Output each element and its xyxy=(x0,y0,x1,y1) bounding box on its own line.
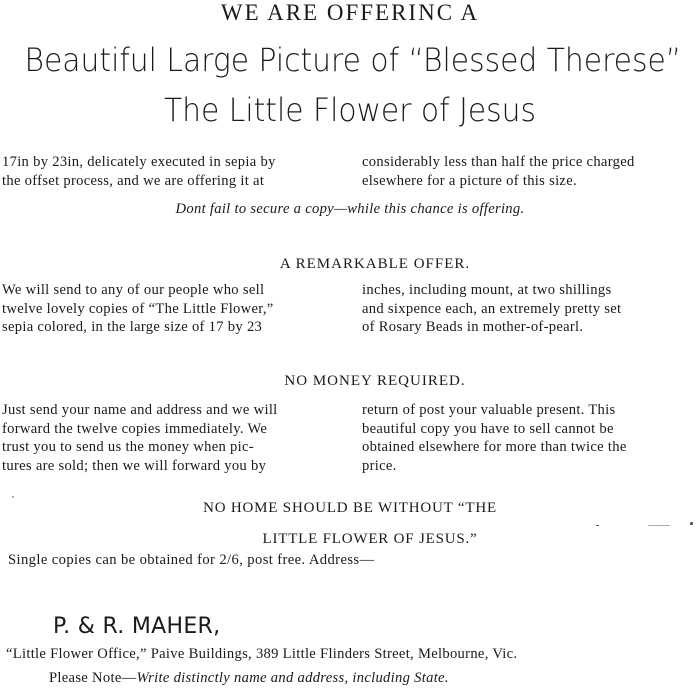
text-line: sepia colored, in the large size of 17 by 23 xyxy=(2,319,263,335)
company-name: P. & R. MAHER, xyxy=(53,614,221,639)
headline-little-flower: The Little Flower of Jesus xyxy=(163,91,537,129)
offer-paragraph-left xyxy=(2,281,274,337)
please-note-line xyxy=(49,669,449,687)
company-address: “Little Flower Office,” Paive Buildings, 389 Little Flinders Street, Melbourne, Vic. xyxy=(6,646,518,662)
offer-intro-line: WE ARE OFFERINC A xyxy=(220,0,480,25)
text-line: price. xyxy=(362,457,397,474)
text-line: elsewhere for a picture of this size. xyxy=(362,172,577,189)
text-line: the offset process, and we are offering it at xyxy=(2,172,265,189)
print-speck xyxy=(12,496,14,498)
text-line: Just send your name and address and we will xyxy=(2,402,278,418)
text-line: forward the twelve copies immediately. We xyxy=(2,420,268,437)
text-line: 17in by 23in, delicately executed in sepia by xyxy=(2,154,276,170)
text-line: tures are sold; then we will forward you by xyxy=(2,457,267,474)
print-speck xyxy=(690,522,693,525)
please-note-label: Please Note— xyxy=(49,670,137,686)
italic-urge-note: Dont fail to secure a copy—while this chance is offering. xyxy=(175,201,525,217)
print-speck xyxy=(596,525,599,526)
please-note-text: Write distinctly name and address, including State. xyxy=(136,670,449,686)
intro-paragraph-left xyxy=(2,153,276,190)
section-heading-offer: A REMARKABLE OFFER. xyxy=(279,256,471,272)
section-heading-no-home-line2: LITTLE FLOWER OF JESUS.” xyxy=(262,531,478,547)
text-line: obtained elsewhere for more than twice the xyxy=(362,439,627,455)
single-copies-line: Single copies can be obtained for 2/6, post free. Address— xyxy=(8,552,375,568)
offer-paragraph-right xyxy=(362,281,621,337)
text-line: twelve lovely copies of “The Little Flower,” xyxy=(2,300,274,317)
section-heading-no-money: NO MONEY REQUIRED. xyxy=(284,373,466,389)
headline-picture-title: Beautiful Large Picture of “Blessed Therese” xyxy=(24,41,682,79)
text-line: We will send to any of our people who sell xyxy=(2,282,265,298)
text-line: considerably less than half the price charged xyxy=(362,154,635,170)
text-line: beautiful copy you have to sell cannot be xyxy=(362,420,614,437)
text-line: and sixpence each, an extremely pretty set xyxy=(362,300,622,317)
text-line: of Rosary Beads in mother-of-pearl. xyxy=(362,319,584,335)
intro-paragraph-right xyxy=(362,153,635,190)
text-line: inches, including mount, at two shillings xyxy=(362,282,612,298)
print-speck xyxy=(648,525,670,526)
money-paragraph-left xyxy=(2,401,278,475)
section-heading-no-home-line1: NO HOME SHOULD BE WITHOUT “THE xyxy=(203,500,497,516)
money-paragraph-right xyxy=(362,401,627,475)
text-line: return of post your valuable present. This xyxy=(362,402,616,418)
text-line: trust you to send us the money when pic- xyxy=(2,439,254,455)
